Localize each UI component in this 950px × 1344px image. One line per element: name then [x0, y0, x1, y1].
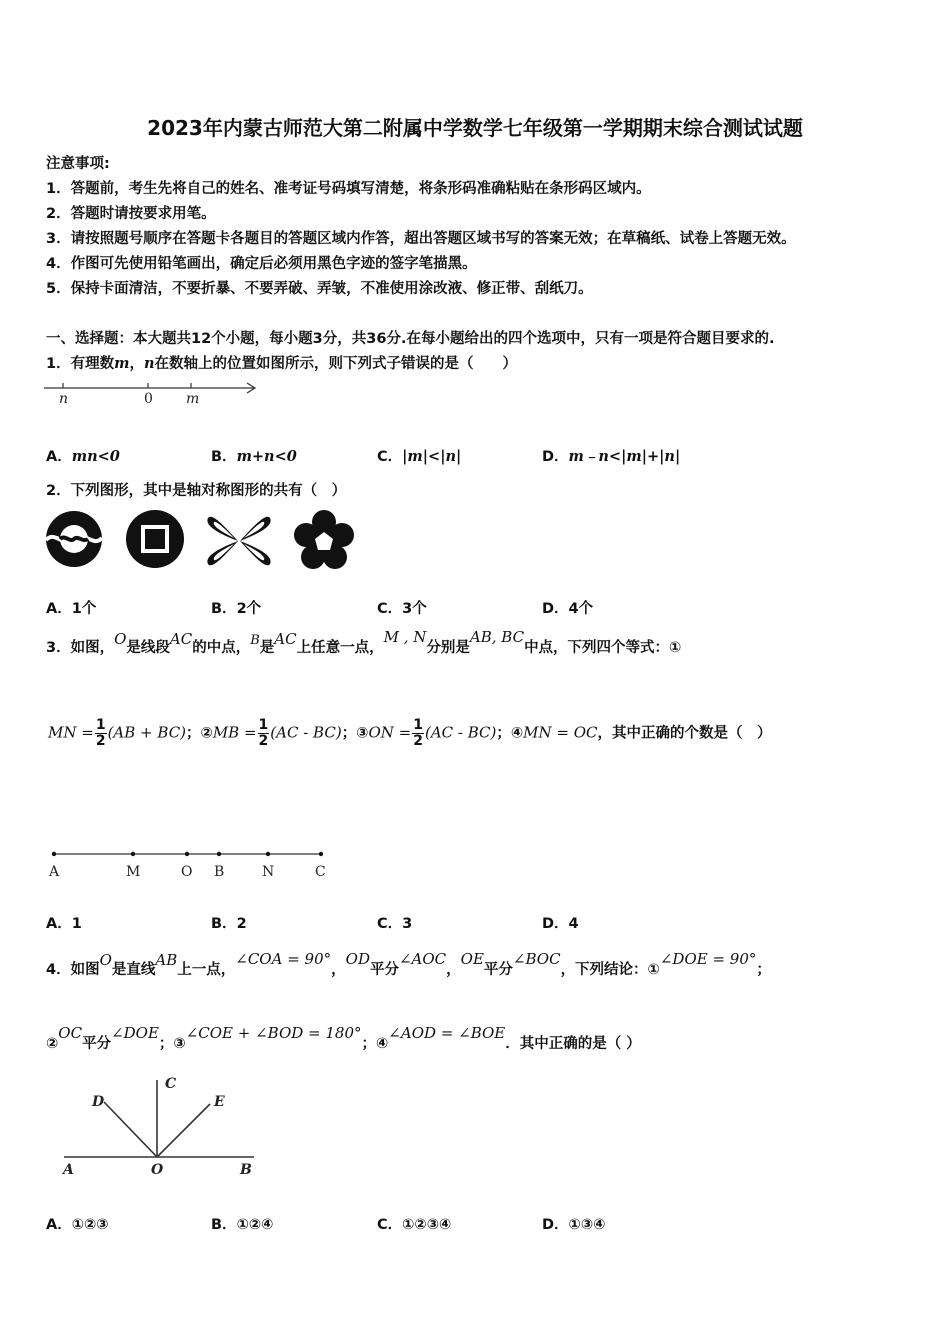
note-item: 1．答题前，考生先将自己的姓名、准考证号码填写清楚，将条形码准确粘贴在条形码区域内。: [46, 181, 651, 197]
option-c[interactable]: C．①②③④: [377, 1217, 452, 1233]
figure-label-c: C: [165, 1076, 177, 1092]
question-2-stem: 2．下列图形，其中是轴对称图形的共有（ ）: [46, 483, 347, 499]
option-c[interactable]: C．3: [377, 916, 413, 932]
number-line-figure: [44, 378, 264, 410]
point-label-n: N: [262, 864, 275, 880]
option-c[interactable]: C．3个: [377, 601, 427, 617]
question-4-conclusions: ②OC平分∠DOE；③∠COE + ∠BOD = 180°；④∠AOD = ∠BOE．其中正确的是（ ）: [46, 1024, 641, 1052]
point-label-o: O: [181, 864, 193, 880]
option-a[interactable]: A．mn<0: [46, 448, 120, 465]
page-title: 2023年内蒙古师范大第二附属中学数学七年级第一学期期末综合测试试题: [147, 116, 803, 140]
note-item: 4．作图可先使用铅笔画出，确定后必须用黑色字迹的签字笔描黑。: [46, 256, 477, 272]
option-d[interactable]: D．m﹣n<|m|+|n|: [542, 448, 681, 465]
option-b[interactable]: B．2: [211, 916, 247, 932]
point-label-b: B: [214, 864, 225, 880]
square-ring-icon: [126, 510, 186, 570]
option-d[interactable]: D．①③④: [542, 1217, 606, 1233]
option-d[interactable]: D．4个: [542, 601, 594, 617]
option-c[interactable]: C．|m|<|n|: [377, 448, 462, 465]
option-b[interactable]: B．m+n<0: [211, 448, 297, 465]
option-a[interactable]: A．1: [46, 916, 82, 932]
option-b[interactable]: B．①②④: [211, 1217, 274, 1233]
segment-figure: [46, 845, 336, 881]
point-label-m: M: [126, 864, 141, 880]
note-item: 3．请按照题号顺序在答题卡各题目的答题区域内作答，超出答题区域书写的答案无效；在草稿纸、试卷上答题无效。: [46, 231, 796, 247]
question-3-stem: 3．如图，O是线段AC的中点，B是AC上任意一点，M , N分别是AB, BC中点，下列四个等式：①: [46, 628, 682, 656]
figure-label-b: B: [240, 1162, 252, 1178]
question-3-equations: MN = $\frac{1}{2}$ (AB + BC)；②MB = $\frac{1}{2}$ (AC - BC)；③ON = $\frac{1}{2}$ (AC - BC)；④MN = OC，其中正确的个数是（ ）: [48, 717, 772, 749]
note-item: 2．答题时请按要求用笔。: [46, 206, 216, 222]
angle-figure: [62, 1072, 262, 1180]
axis-label-m: m: [186, 391, 200, 407]
note-item: 5．保持卡面清洁，不要折暴、不要弄破、弄皱，不准使用涂改液、修正带、刮纸刀。: [46, 281, 593, 297]
figure-label-d: D: [92, 1094, 105, 1110]
butterfly-icon: [206, 510, 272, 572]
option-a[interactable]: A．1个: [46, 601, 97, 617]
figure-label-a: A: [63, 1162, 74, 1178]
notes-heading: 注意事项:: [46, 156, 110, 172]
figure-label-e: E: [214, 1094, 225, 1110]
axis-label-zero: 0: [144, 391, 153, 407]
yin-yang-like-icon: [45, 510, 105, 570]
pentagon-flower-icon: [293, 510, 355, 572]
point-label-a: A: [49, 864, 60, 880]
option-d[interactable]: D．4: [542, 916, 579, 932]
figure-label-o: O: [151, 1162, 164, 1178]
section-heading: 一、选择题：本大题共12个小题，每小题3分，共36分.在每小题给出的四个选项中，只有一项是符合题目要求的.: [46, 331, 775, 347]
question-4-stem: 4．如图O是直线AB上一点，∠COA = 90°，OD平分∠AOC，OE平分∠BOC，下列结论：①∠DOE = 90°；: [46, 950, 771, 978]
option-b[interactable]: B．2个: [211, 601, 262, 617]
question-1-stem: 1．有理数m，n在数轴上的位置如图所示，则下列式子错误的是（ ）: [46, 355, 517, 372]
axis-label-n: n: [59, 391, 69, 407]
point-label-c: C: [315, 864, 326, 880]
option-a[interactable]: A．①②③: [46, 1217, 109, 1233]
